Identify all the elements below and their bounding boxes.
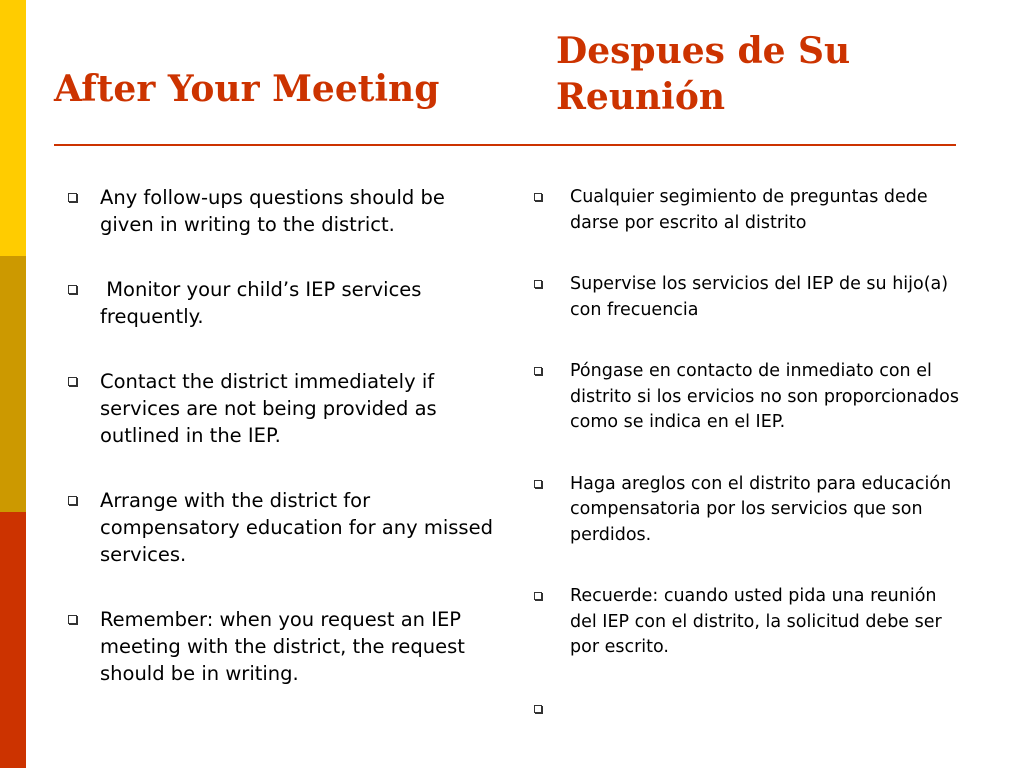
square-bullet-icon (534, 193, 542, 201)
accent-band-yellow (0, 0, 26, 256)
square-bullet-icon (534, 592, 542, 600)
list-item-text: Haga areglos con el distrito para educación compensatoria por los servicios que son perdidos. (570, 473, 952, 545)
title-english: After Your Meeting (54, 68, 440, 110)
list-item-text: Monitor your child’s IEP services frequently. (100, 278, 428, 328)
square-bullet-icon (68, 615, 77, 624)
list-item-text: Póngase en contacto de inmediato con el distrito si los ervicios no son proporcionados como se indica en el IEP. (570, 361, 960, 432)
list-item (532, 272, 964, 323)
list-item (532, 185, 964, 236)
title-divider (54, 144, 956, 146)
accent-band-red (0, 512, 26, 768)
english-bullet-list (66, 184, 496, 725)
list-item (532, 472, 964, 549)
list-item-text: Arrange with the district for compensatory education for any missed services. (100, 489, 493, 566)
square-bullet-icon (534, 480, 542, 488)
list-item-empty (532, 697, 964, 722)
list-item (66, 606, 496, 687)
list-item (532, 584, 964, 661)
square-bullet-icon (534, 705, 542, 713)
square-bullet-icon (68, 193, 77, 202)
square-bullet-icon (534, 280, 542, 288)
square-bullet-icon (534, 367, 542, 375)
list-item (532, 359, 964, 436)
title-spanish: Despues de Su Reunión (556, 30, 851, 118)
list-item-text: Any follow-ups questions should be given in writing to the district. (100, 186, 445, 236)
spanish-bullet-list (532, 185, 964, 722)
accent-band-gold (0, 256, 26, 512)
square-bullet-icon (68, 377, 77, 386)
list-item-text: Contact the district immediately if services are not being provided as outlined in the IEP. (100, 370, 437, 447)
list-item (66, 368, 496, 449)
square-bullet-icon (68, 496, 77, 505)
list-item-text: Supervise los servicios del IEP de su hijo(a) con frecuencia (570, 274, 949, 320)
list-item-text: Recuerde: cuando usted pida una reunión del IEP con el distrito, la solicitud debe ser por escrito. (570, 586, 942, 657)
list-item-text: Cualquier segimiento de preguntas dede darse por escrito al distrito (570, 187, 928, 233)
list-item (66, 276, 496, 330)
list-item-text: Remember: when you request an IEP meeting with the district, the request should be in writing. (100, 608, 465, 685)
list-item (66, 184, 496, 238)
square-bullet-icon (68, 285, 77, 294)
list-item (66, 487, 496, 568)
